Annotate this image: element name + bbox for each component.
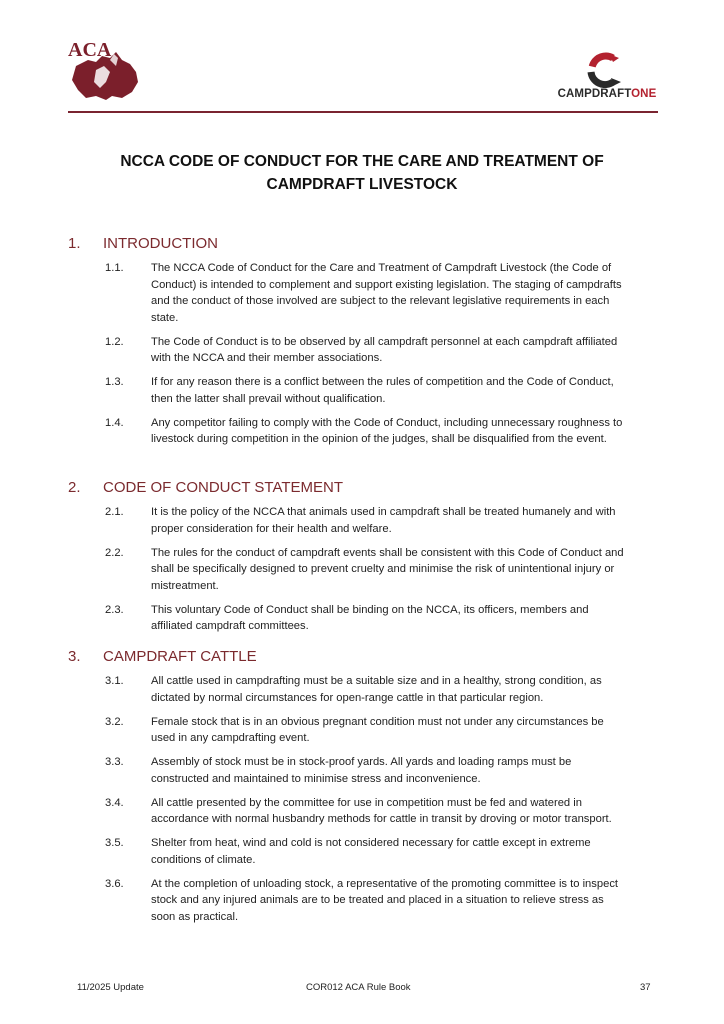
clause-item: 3.4. All cattle presented by the committee for use in competition must be fed and watered in accordance with normal husbandry methods for cattle in transit by droving or motor transport. — [105, 796, 612, 825]
clause-item: 1.2. The Code of Conduct is to be observed by all campdraft personnel at each campdraft affiliated with the NCCA and their member associations. — [105, 335, 618, 364]
clause-item: 2.2. The rules for the conduct of campdraft events shall be consistent with this Code of Conduct and shall be specifically designed to prevent cruelty and minimise the risk of unintentional injury or mistreatment. — [105, 546, 624, 592]
clause-item: 2.3. This voluntary Code of Conduct shall be binding on the NCCA, its officers, members and affiliated campdraft committees. — [105, 603, 589, 632]
aca-logo-icon — [66, 36, 144, 108]
section-campdraft-cattle — [68, 647, 668, 933]
footer-document-name: COR012 ACA Rule Book — [306, 982, 411, 993]
header-divider — [68, 111, 658, 113]
clause-item: 3.6. At the completion of unloading stock, a representative of the promoting committee is to inspect stock and any injured animals are to be treated and placed in a situation to relieve stress as soon as practical. — [105, 877, 619, 923]
section-heading: 1. INTRODUCTION — [68, 235, 218, 252]
svg-text:ACA: ACA — [68, 39, 112, 61]
section-code-of-conduct-statement — [68, 478, 668, 642]
page-number: 37 — [640, 982, 651, 993]
campdraftone-logo-icon — [583, 52, 627, 88]
clause-item: 3.1. All cattle used in campdrafting must be a suitable size and in a healthy, strong condition, as dictated by normal circumstances for open-range cattle in that particular region. — [105, 675, 602, 704]
clause-item: 1.3. If for any reason there is a conflict between the rules of competition and the Code of Conduct, then the latter shall prevail without qualification. — [105, 376, 614, 405]
page-title: NCCA CODE OF CONDUCT FOR THE CARE AND TREATMENT OF CAMPDRAFT LIVESTOCK — [120, 153, 604, 193]
footer-update-date: 11/2025 Update — [77, 982, 144, 993]
clause-item: 1.4. Any competitor failing to comply with the Code of Conduct, including unnecessary roughness to livestock during competition in the opinion of the judges, shall be disqualified from the event. — [105, 416, 623, 445]
clause-item: 2.1. It is the policy of the NCCA that animals used in campdraft shall be treated humanely and with proper consideration for their health and welfare. — [105, 506, 616, 535]
clause-item: 1.1. The NCCA Code of Conduct for the Care and Treatment of Campdraft Livestock (the Code of Conduct) is intended to complement and support existing legislation. The staging of campdrafts and the conduct of those involved are subject to the relevant legislative requirements in each state. — [105, 262, 622, 324]
section-introduction — [68, 234, 668, 455]
clause-item: 3.5. Shelter from heat, wind and cold is not considered necessary for cattle except in extreme conditions of climate. — [105, 837, 591, 866]
campdraftone-wordmark: CAMPDRAFTONE — [557, 88, 657, 100]
section-heading: 2. CODE OF CONDUCT STATEMENT — [68, 479, 343, 496]
clause-item: 3.2. Female stock that is in an obvious pregnant condition must not under any circumstances be used in any campdrafting event. — [105, 715, 604, 744]
clause-item: 3.3. Assembly of stock must be in stock-proof yards. All yards and loading ramps must be constructed and maintained to minimise stress and inconvenience. — [105, 756, 572, 785]
section-heading: 3. CAMPDRAFT CATTLE — [68, 648, 257, 665]
